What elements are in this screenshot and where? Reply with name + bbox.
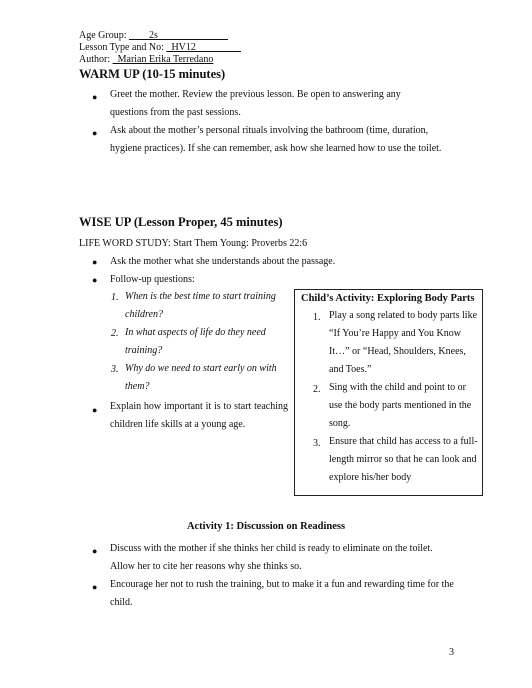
lesson-type-line xyxy=(79,42,241,53)
activity-number: 2. xyxy=(313,384,321,395)
question-1: When is the best time to start training children? xyxy=(125,291,276,320)
bullet-icon: ● xyxy=(92,128,98,138)
wiseup-item-3: Explain how important it is to start teaching children life skills at a young age. xyxy=(110,401,288,430)
activity1-item-1: Discuss with the mother if she thinks her child is ready to eliminate on the toilet. Allow her to cite her reasons why she thinks so. xyxy=(110,543,433,572)
activity-number: 3. xyxy=(313,438,321,449)
author-label: Author: xyxy=(79,54,113,65)
bullet-icon: ● xyxy=(92,275,98,285)
question-number: 1. xyxy=(111,292,119,303)
age-group-label: Age Group: xyxy=(79,30,129,41)
activity1-item-2: Encourage her not to rush the training, but to make it a fun and rewarding time for the child. xyxy=(110,579,454,608)
question-2: In what aspects of life do they need training? xyxy=(125,327,266,356)
childs-activity-title: Child’s Activity: Exploring Body Parts xyxy=(301,293,475,304)
activity1-heading: Activity 1: Discussion on Readiness xyxy=(186,521,346,532)
wiseup-item-1: Ask the mother what she understands about the passage. xyxy=(110,256,336,267)
age-group-value: ____2s______________ xyxy=(129,30,228,41)
question-number: 3. xyxy=(111,364,119,375)
wiseup-heading: WISE UP (Lesson Proper, 45 minutes) xyxy=(79,215,283,229)
page-number: 3 xyxy=(449,647,454,658)
activity-number: 1. xyxy=(313,312,321,323)
question-number: 2. xyxy=(111,328,119,339)
life-word-study: LIFE WORD STUDY: Start Them Young: Proverbs 22:6 xyxy=(79,238,308,249)
childs-activity-item-1: Play a song related to body parts like “If You’re Happy and You Know It…” or “Head, Shoulders, Knees, and Toes.” xyxy=(329,310,478,375)
question-3: Why do we need to start early on with them? xyxy=(125,363,277,392)
bullet-icon: ● xyxy=(92,546,98,556)
author-line xyxy=(79,54,213,65)
bullet-icon: ● xyxy=(92,582,98,592)
bullet-icon: ● xyxy=(92,92,98,102)
warmup-item-2: Ask about the mother’s personal rituals involving the bathroom (time, duration, hygiene practices). If she can remember, ask how she learned how to use the toilet. xyxy=(110,125,442,154)
author-value: _Marian Erika Terredano xyxy=(112,54,214,65)
bullet-icon: ● xyxy=(92,405,98,415)
lesson-type-value: _HV12_________ xyxy=(166,42,241,53)
childs-activity-item-2: Sing with the child and point to or use the body parts mentioned in the song. xyxy=(329,382,472,429)
warmup-item-1: Greet the mother. Review the previous lesson. Be open to answering any questions from the past sessions. xyxy=(110,89,401,118)
bullet-icon: ● xyxy=(92,257,98,267)
age-group-line xyxy=(79,30,228,41)
wiseup-item-2: Follow-up questions: xyxy=(110,274,195,285)
warmup-heading: WARM UP (10-15 minutes) xyxy=(79,67,226,81)
childs-activity-box xyxy=(294,289,483,496)
childs-activity-item-3: Ensure that child has access to a full-length mirror so that he can look and explore his/her body xyxy=(329,436,478,483)
lesson-type-label: Lesson Type and No: xyxy=(79,42,167,53)
